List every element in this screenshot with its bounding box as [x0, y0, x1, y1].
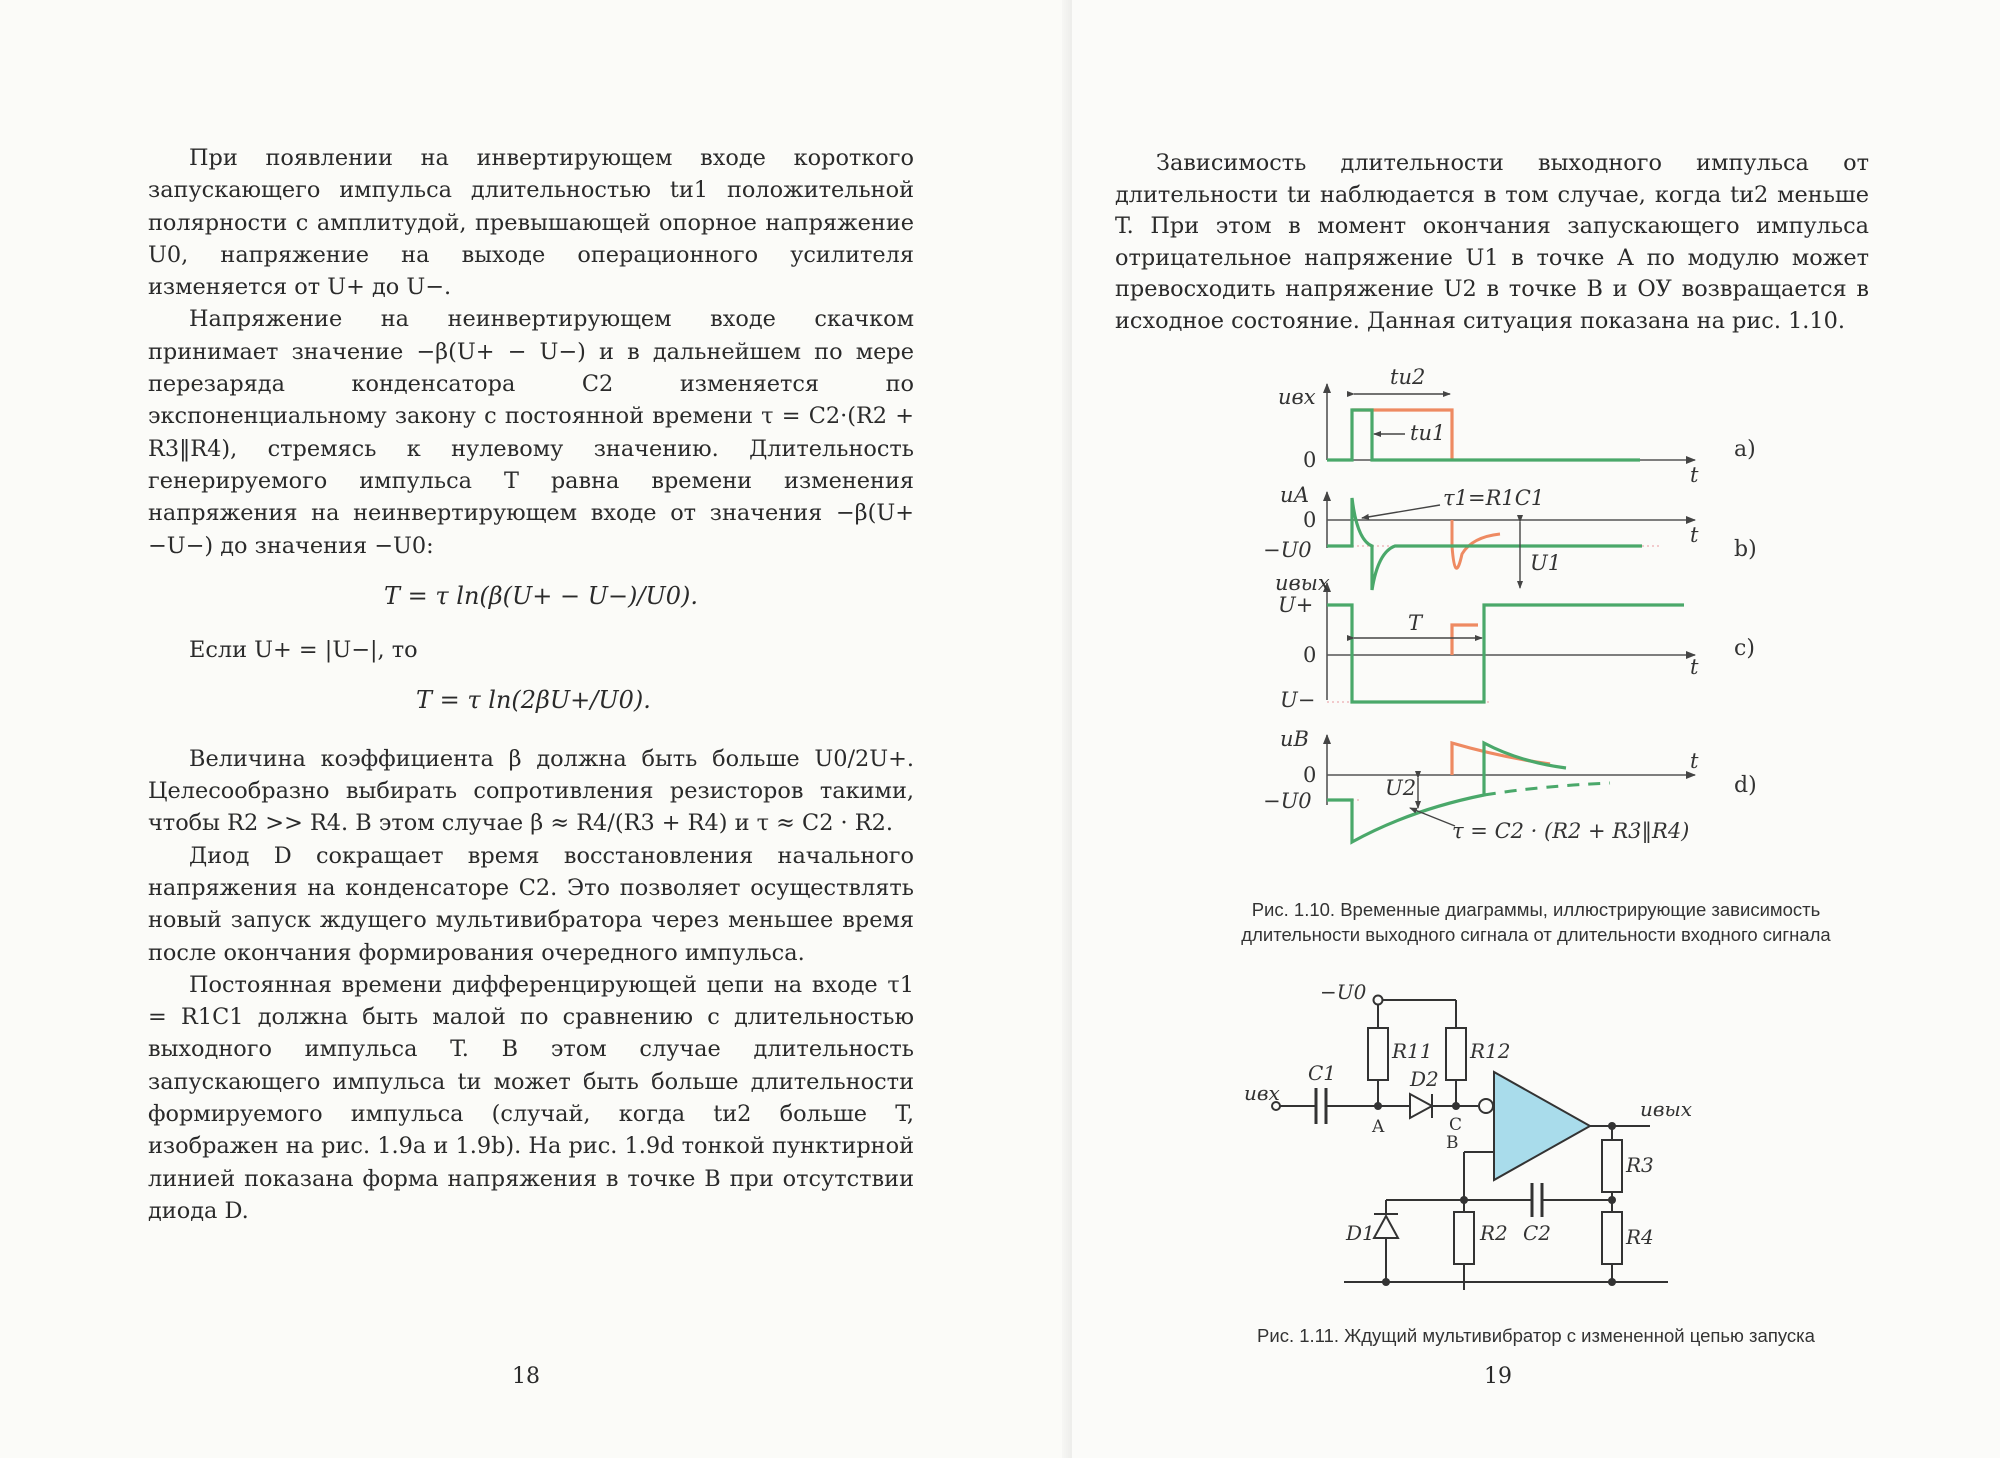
label-t-b: t: [1690, 523, 1699, 547]
waveform-c-orange: [1452, 625, 1478, 655]
resistor-R11: [1368, 1028, 1388, 1080]
label-minus-u0-b: −U0: [1263, 538, 1312, 562]
resistor-R3: [1602, 1140, 1622, 1192]
label-tau: τ = C2 · (R2 + R3‖R4): [1452, 819, 1690, 843]
condition-text: Если U+ = |U−|, то: [189, 637, 418, 664]
paragraph: Зависимость длительности выходного импульса от длительности tи наблюдается в том случае, когда tи2 меньше T. При этом в момент окончания запускающего импульса отрицательное напряжение U1 в точке А по модулю может превосходить напряжение U2 в точке В и ОУ возвращается в исходное состояние. Данная ситуация показана на рис. 1.10.: [1115, 150, 1869, 334]
paragraph: При появлении на инвертирующем входе короткого запускающего импульса длительностью tи1 положительной полярности с амплитудой, превышающей опорное напряжение U0, напряжение на выходе операционного усилителя изменяется от U+ до U−.: [148, 145, 914, 301]
label-u-b: uB: [1280, 727, 1309, 751]
waveform-a-input: [1327, 410, 1640, 460]
formula-period-simplified: T = τ ln(2βU+/U0).: [416, 686, 651, 715]
label-b: b): [1734, 537, 1757, 562]
paragraph: Постоянная времени дифференцирующей цепи на входе τ1 = R1C1 должна быть малой по сравнению с длительностью выходного импульса T. В этом случае длительность запускающего импульса tи может быть больше длительности формируемого импульса (случай, когда tи2 больше T, изображен на рис. 1.9a и 1.9b). На рис. 1.9d тонкой пунктирной линией показана форма напряжения в точке B при отсутствии диода D.: [148, 971, 914, 1224]
label-t-i2: tи2: [1390, 365, 1426, 389]
label-t-i1: tи1: [1410, 421, 1446, 445]
diode-D1: [1374, 1216, 1398, 1238]
paragraph: Величина коэффициента β должна быть больше U0/2U+. Целесообразно выбирать сопротивления резисторов такими, чтобы R2 >> R4. В этом случае β ≈ R4/(R3 + R4) и τ ≈ C2 · R2.: [148, 745, 914, 837]
page-number: 18: [512, 1364, 540, 1389]
label-U1: U1: [1530, 551, 1562, 575]
waveform-d-orange: [1452, 743, 1550, 775]
label-R2: R2: [1480, 1221, 1508, 1245]
label-u-in: uвх: [1278, 385, 1316, 409]
label-zero-c: 0: [1303, 643, 1317, 667]
paragraph: Напряжение на неинвертирующем входе скачком принимает значение −β(U+ − U−) и в дальнейшем по мере перезаряда конденсатора C2 изменяется по экспоненциальному закону с постоянной времени τ = C2·(R2 + R3‖R4), стремясь к нулевому значению. Длительность генерируемого импульса T равна времени изменения напряжения на неинвертирующем входе от значения −β(U+ −U−) до значения −U0:: [148, 306, 914, 559]
label-t-a: t: [1690, 463, 1699, 487]
right-page-text: [1115, 148, 1869, 338]
formula-period: T = τ ln(β(U+ − U−)/U0).: [384, 581, 698, 610]
waveform-b-point-a: [1327, 498, 1642, 590]
label-B: B: [1446, 1133, 1459, 1153]
label-minus-u0-d: −U0: [1263, 789, 1312, 813]
caption-line: длительности выходного сигнала от длительности входного сигнала: [1241, 924, 1831, 945]
tau1-leader: [1362, 505, 1440, 518]
label-R3: R3: [1626, 1153, 1654, 1177]
figure-1-11-circuit: [1230, 970, 1830, 1290]
label-T: T: [1408, 611, 1423, 635]
right-page: [1072, 0, 2000, 1458]
label-D1: D1: [1346, 1221, 1375, 1245]
label-C2: C2: [1523, 1221, 1552, 1245]
label-zero-d: 0: [1303, 763, 1317, 787]
label-u-out: uвых: [1275, 571, 1330, 595]
label-u-in: uвх: [1244, 1081, 1280, 1105]
caption-line: Рис. 1.10. Временные диаграммы, иллюстрирующие зависимость: [1251, 899, 1821, 920]
label-D2: D2: [1410, 1067, 1439, 1091]
label-t-c: t: [1690, 655, 1699, 679]
resistor-R12: [1446, 1028, 1466, 1080]
label-c: c): [1734, 636, 1755, 661]
label-R12: R12: [1470, 1039, 1511, 1063]
tau-leader: [1410, 808, 1455, 826]
label-C1: C1: [1308, 1061, 1337, 1085]
opamp-inverting-bubble: [1479, 1099, 1493, 1113]
label-C: C: [1449, 1115, 1463, 1135]
label-A: A: [1372, 1117, 1385, 1137]
waveform-b-orange: [1452, 520, 1500, 568]
label-a: a): [1734, 437, 1756, 462]
opamp: [1494, 1072, 1590, 1180]
paragraph: Диод D сокращает время восстановления начального напряжения на конденсаторе C2. Это позволяет осуществлять новый запуск ждущего мультивибратора через меньшее время после окончания формирования очередного импульса.: [148, 842, 914, 966]
waveform-d-no-diode-dashed: [1484, 783, 1610, 795]
waveform-c-output: [1327, 605, 1684, 702]
resistor-R4: [1602, 1212, 1622, 1264]
label-u-a: uА: [1280, 483, 1310, 507]
label-minus-u0: −U0: [1320, 980, 1367, 1004]
figure-1-11-caption: Рис. 1.11. Ждущий мультивибратор с измененной цепью запуска: [1257, 1325, 1815, 1346]
page-number: 19: [1484, 1364, 1512, 1389]
label-zero-a: 0: [1303, 448, 1317, 472]
left-page-text: [148, 142, 914, 1227]
figure-1-10-caption: [1072, 897, 2000, 947]
label-zero-b: 0: [1303, 508, 1317, 532]
label-R11: R11: [1392, 1039, 1433, 1063]
resistor-R2: [1454, 1212, 1474, 1264]
label-t-d: t: [1690, 749, 1699, 773]
label-u-plus: U+: [1278, 593, 1314, 617]
label-tau1: τ1=R1C1: [1443, 486, 1545, 510]
label-u-out: uвых: [1640, 1097, 1693, 1121]
label-d: d): [1734, 773, 1757, 798]
label-R4: R4: [1626, 1225, 1654, 1249]
figure-1-10-timing-diagrams: [1250, 360, 1830, 860]
label-U2: U2: [1385, 776, 1417, 800]
diode-D2: [1410, 1094, 1432, 1118]
label-u-minus: U−: [1280, 688, 1316, 712]
